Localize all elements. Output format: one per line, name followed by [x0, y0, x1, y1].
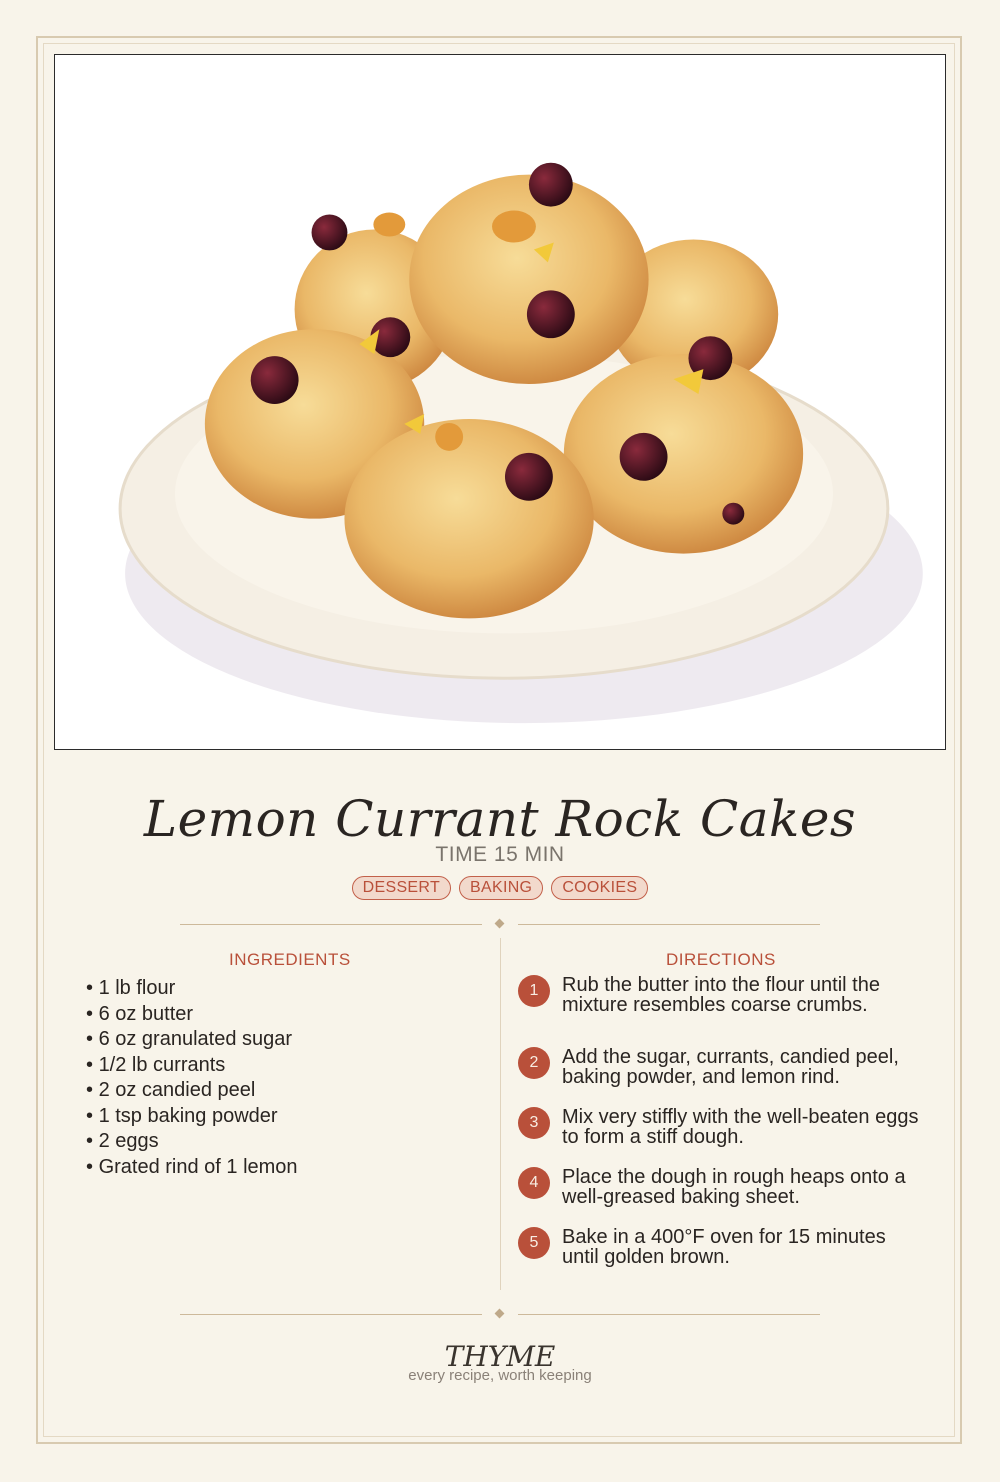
- step-text: Add the sugar, currants, candied peel, baking powder, and lemon rind.: [562, 1046, 899, 1088]
- tag-baking[interactable]: BAKING: [459, 876, 543, 900]
- step-number: 5: [518, 1227, 550, 1259]
- cook-time: TIME 15 MIN: [435, 843, 565, 866]
- ingredient-item: • 1 lb flour: [86, 976, 298, 1002]
- ingredient-item: • 6 oz butter: [86, 1002, 298, 1028]
- direction-step: [518, 1107, 922, 1147]
- diamond-ornament-icon: [495, 919, 505, 929]
- brand-tagline: every recipe, worth keeping: [408, 1367, 592, 1384]
- ingredients-list: [86, 976, 298, 1180]
- tag-dessert[interactable]: DESSERT: [352, 876, 451, 900]
- diamond-ornament-icon: [495, 1309, 505, 1319]
- brand-logo: THYME: [444, 1340, 556, 1373]
- tag-cookies[interactable]: COOKIES: [551, 876, 648, 900]
- step-text: Rub the butter into the flour until the mixture resembles coarse crumbs.: [562, 974, 880, 1016]
- directions-heading: DIRECTIONS: [666, 950, 776, 969]
- ingredient-item: • 2 oz candied peel: [86, 1078, 298, 1104]
- direction-step: [518, 1227, 922, 1267]
- step-text: Place the dough in rough heaps onto a well-greased baking sheet.: [562, 1166, 906, 1208]
- divider-bottom: [180, 1308, 820, 1320]
- step-text: Mix very stiffly with the well-beaten eggs to form a stiff dough.: [562, 1106, 919, 1148]
- recipe-photo: [54, 54, 946, 750]
- step-number: 1: [518, 975, 550, 1007]
- ingredient-item: • 2 eggs: [86, 1129, 298, 1155]
- ingredient-item: • 1/2 lb currants: [86, 1053, 298, 1079]
- direction-step: [518, 1047, 922, 1087]
- step-number: 2: [518, 1047, 550, 1079]
- step-number: 3: [518, 1107, 550, 1139]
- rock-cakes-illustration: [55, 55, 945, 749]
- ingredients-heading: INGREDIENTS: [229, 950, 351, 969]
- ingredient-item: • 1 tsp baking powder: [86, 1104, 298, 1130]
- ingredient-item: • 6 oz granulated sugar: [86, 1027, 298, 1053]
- tag-list: [0, 876, 1000, 900]
- ingredient-item: • Grated rind of 1 lemon: [86, 1155, 298, 1181]
- recipe-title: Lemon Currant Rock Cakes: [143, 790, 857, 848]
- step-number: 4: [518, 1167, 550, 1199]
- direction-step: [518, 975, 922, 1015]
- direction-step: [518, 1167, 922, 1207]
- divider-top: [180, 918, 820, 930]
- column-divider: [500, 938, 501, 1290]
- step-text: Bake in a 400°F oven for 15 minutes until golden brown.: [562, 1226, 886, 1268]
